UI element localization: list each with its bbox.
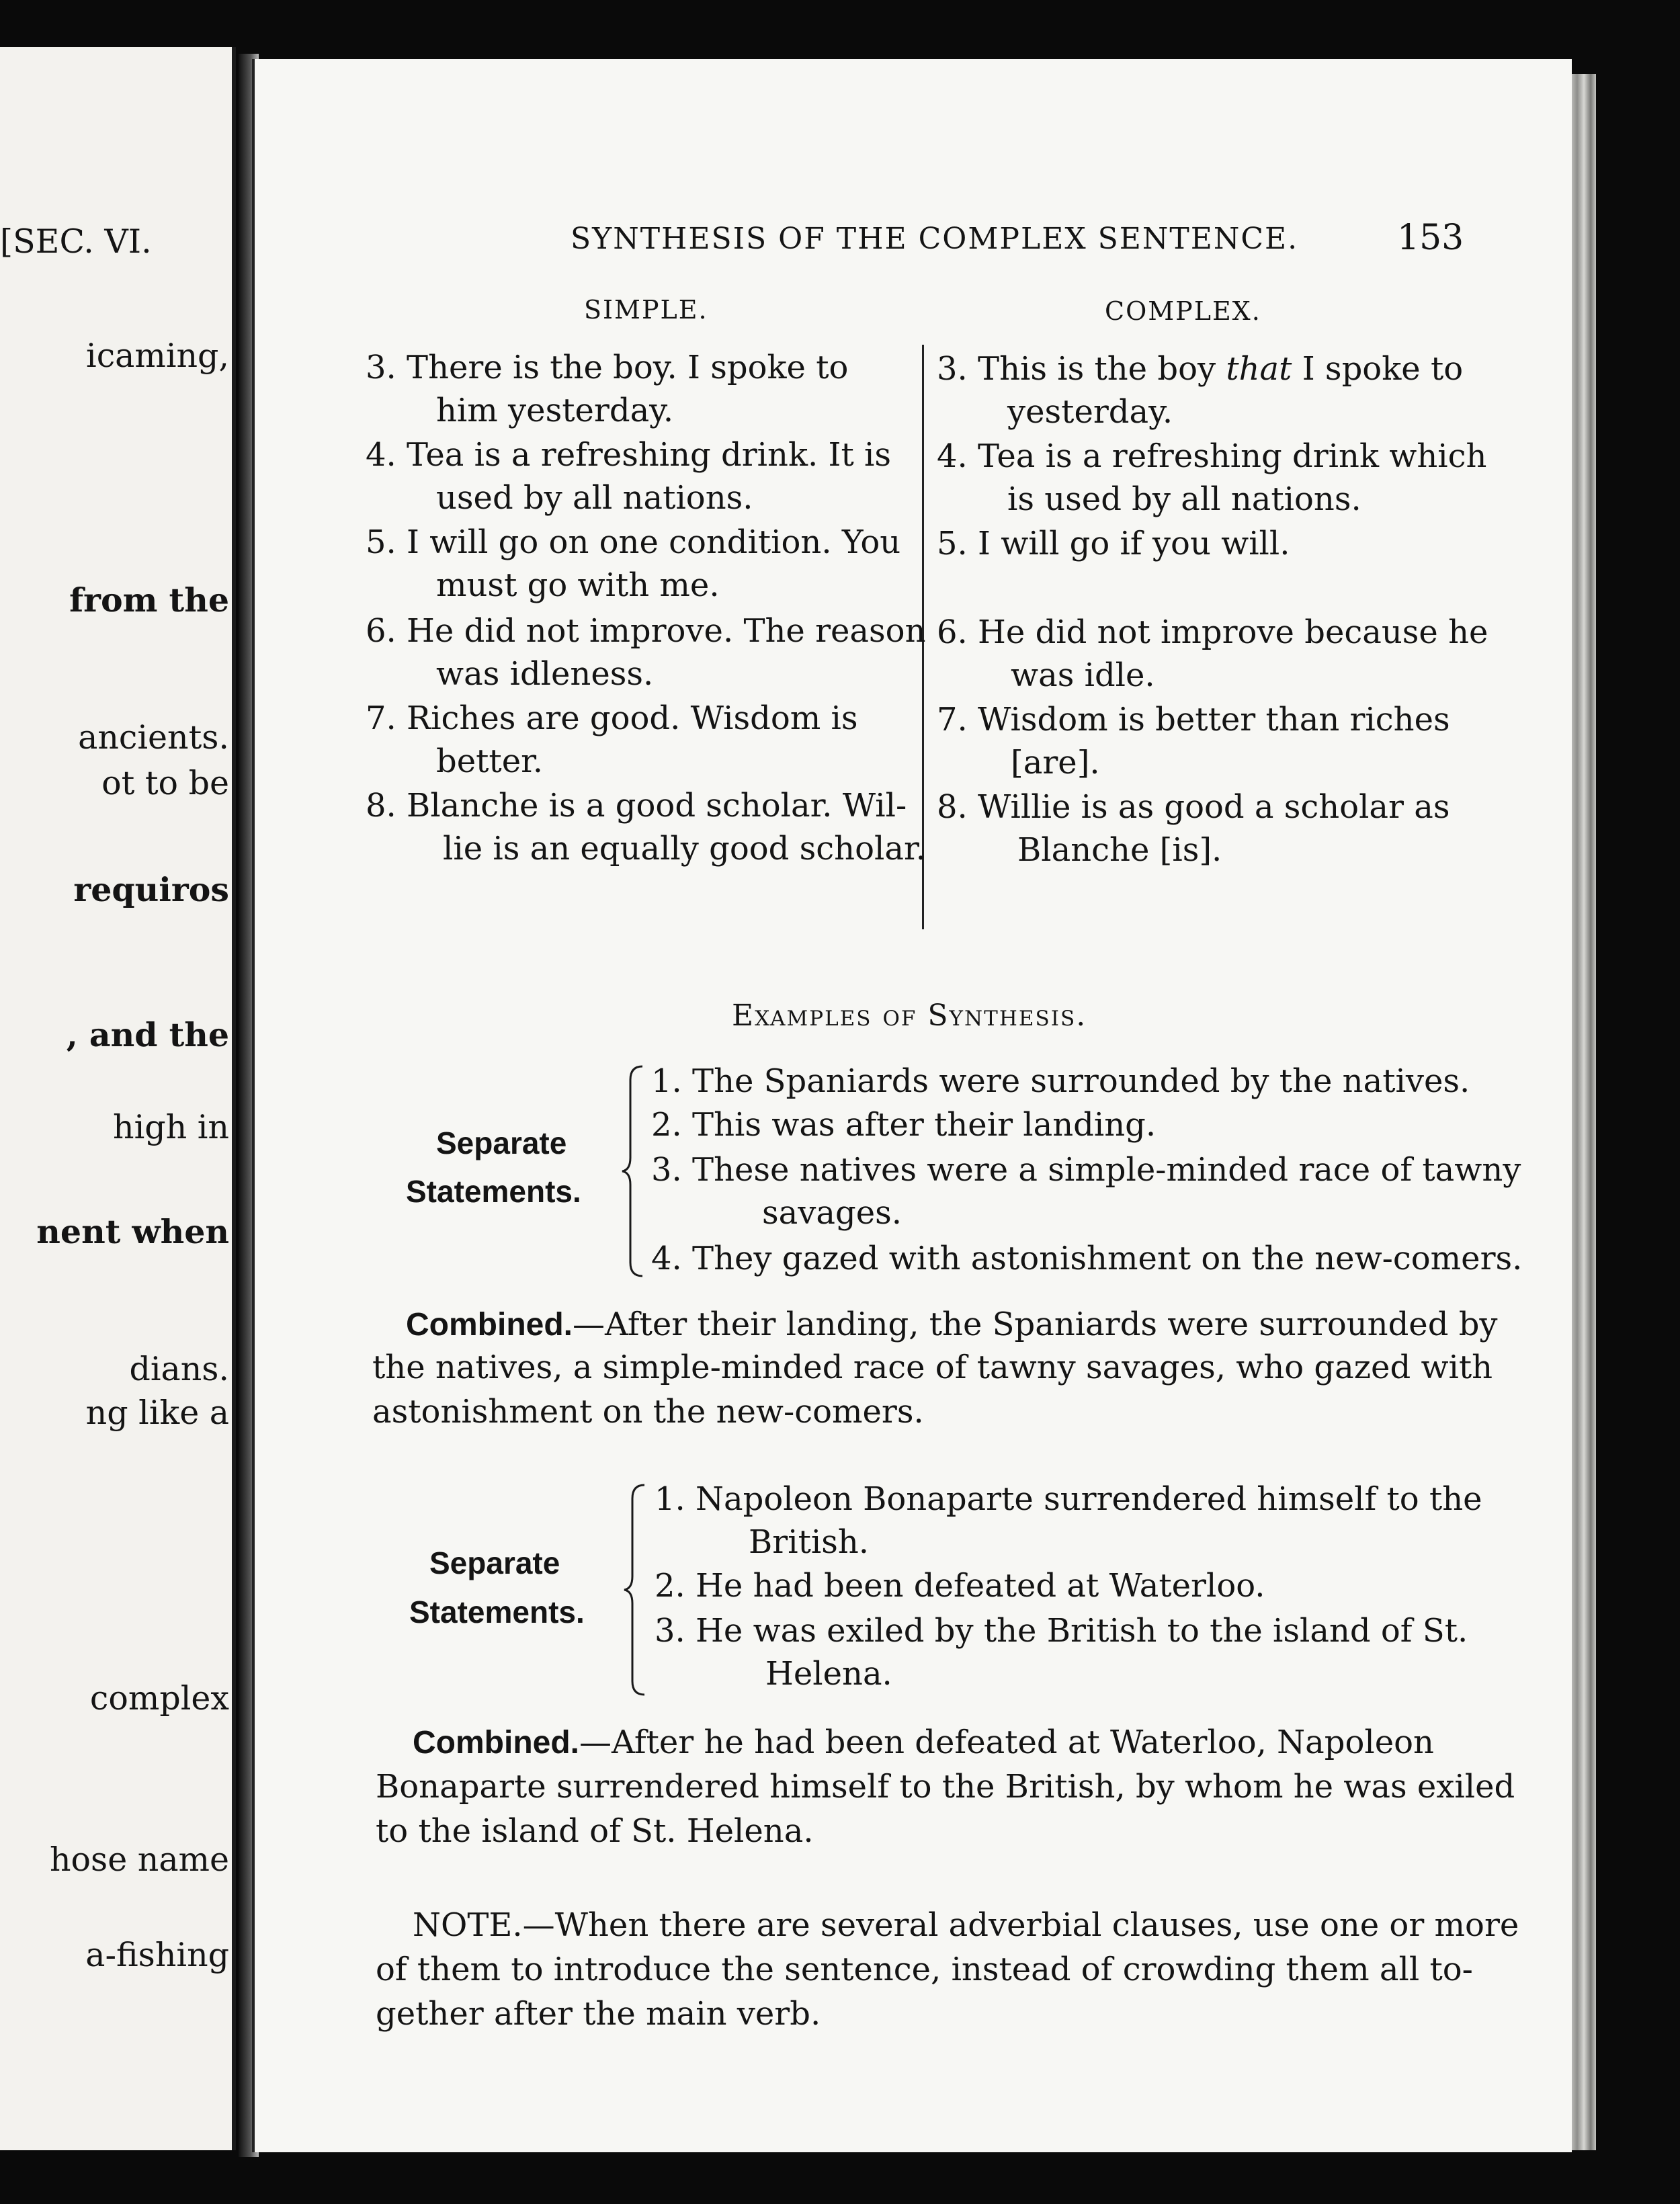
statement-line: 3. He was exiled by the British to the island of St.	[655, 1612, 1468, 1650]
complex-line: Blanche [is].	[1017, 831, 1222, 869]
separate-statements-label-2: Statements.	[409, 1595, 585, 1629]
statement-line: 2. He had been defeated at Waterloo.	[655, 1567, 1265, 1605]
left-fragment: ot to be	[101, 764, 229, 802]
complex-line: 8. Willie is as good a scholar as	[937, 788, 1450, 826]
complex-line: was idle.	[1011, 656, 1155, 694]
left-fragment: , and the	[66, 1015, 229, 1054]
statement-line: 2. This was after their landing.	[651, 1106, 1157, 1144]
statement-line: 1. Napoleon Bonaparte surrendered himself to the	[655, 1480, 1482, 1518]
emphasis-that: that	[1226, 350, 1292, 388]
left-fragment: hose name	[49, 1840, 229, 1879]
statement-line: savages.	[762, 1194, 902, 1232]
curly-brace	[621, 1064, 648, 1279]
left-fragment: dians.	[129, 1350, 229, 1388]
simple-line: 5. I will go on one condition. You	[366, 523, 901, 561]
complex-line: is used by all nations.	[1007, 480, 1361, 518]
combined-paragraph-line: Combined.—After he had been defeated at Waterloo, Napoleon	[413, 1724, 1434, 1761]
left-fragment: complex	[89, 1679, 229, 1718]
complex-line: 5. I will go if you will.	[937, 525, 1290, 562]
note-line: of them to introduce the sentence, instead of crowding them all to-	[376, 1951, 1473, 1988]
complex-line: 7. Wisdom is better than riches	[937, 701, 1450, 738]
statement-line: 3. These natives were a simple-minded race of tawny	[651, 1151, 1521, 1189]
page-number: 153	[1397, 218, 1464, 258]
simple-line: 7. Riches are good. Wisdom is	[366, 700, 858, 737]
separate-statements-label-1: Separate	[436, 1126, 567, 1160]
simple-line: him yesterday.	[436, 392, 674, 429]
left-fragment: requiros	[73, 870, 229, 909]
statement-line: 1. The Spaniards were surrounded by the natives.	[651, 1062, 1470, 1100]
simple-line: must go with me.	[436, 566, 720, 604]
curly-brace	[623, 1482, 650, 1697]
book-page	[252, 59, 1572, 2152]
simple-column-heading: SIMPLE.	[584, 295, 708, 325]
left-fragment: icaming,	[86, 337, 229, 375]
left-facing-page	[0, 47, 236, 2150]
simple-line: 4. Tea is a refreshing drink. It is	[366, 436, 892, 474]
separate-statements-label-2: Statements.	[406, 1174, 581, 1209]
combined-paragraph-line: to the island of St. Helena.	[376, 1812, 814, 1850]
complex-line: [are].	[1011, 744, 1100, 781]
combined-paragraph-line: Combined.—After their landing, the Spaniards were surrounded by	[406, 1306, 1498, 1343]
left-fragment: [SEC. VI.	[0, 222, 152, 261]
left-fragment: nent when	[36, 1212, 229, 1251]
simple-line: 3. There is the boy. I spoke to	[366, 349, 849, 386]
combined-paragraph-line: the natives, a simple-minded race of tawny savages, who gazed with	[372, 1349, 1493, 1386]
statement-line: British.	[749, 1523, 870, 1561]
running-title: SYNTHESIS OF THE COMPLEX SENTENCE.	[571, 222, 1299, 256]
note-line: NOTE.—When there are several adverbial clauses, use one or more	[413, 1906, 1519, 1944]
combined-label: Combined.	[406, 1307, 573, 1343]
left-fragment: high in	[113, 1108, 229, 1146]
combined-paragraph-line: astonishment on the new-comers.	[372, 1393, 924, 1431]
simple-line: used by all nations.	[436, 479, 753, 517]
complex-line: 6. He did not improve because he	[937, 613, 1488, 651]
left-fragment: ancients.	[78, 718, 229, 757]
simple-line: lie is an equally good scholar.	[443, 830, 926, 867]
examples-heading: Examples of Synthesis.	[732, 999, 1087, 1033]
statement-line: 4. They gazed with astonishment on the new-comers.	[651, 1240, 1523, 1277]
left-fragment: from the	[69, 581, 229, 620]
simple-line: better.	[436, 743, 544, 780]
simple-line: was idleness.	[436, 655, 654, 693]
note-line: gether after the main verb.	[376, 1995, 821, 2033]
combined-label: Combined.	[413, 1725, 579, 1761]
combined-paragraph-line: Bonaparte surrendered himself to the British, by whom he was exiled	[376, 1768, 1515, 1806]
complex-line: 4. Tea is a refreshing drink which	[937, 437, 1487, 475]
simple-line: 8. Blanche is a good scholar. Wil-	[366, 787, 907, 824]
left-fragment: a-fishing	[85, 1936, 229, 1974]
separate-statements-label-1: Separate	[429, 1545, 560, 1580]
complex-column-heading: COMPLEX.	[1105, 296, 1261, 326]
simple-line: 6. He did not improve. The reason	[366, 612, 926, 650]
statement-line: Helena.	[765, 1655, 892, 1693]
page-stack-edge	[1569, 74, 1596, 2150]
complex-line: yesterday.	[1007, 393, 1173, 431]
left-fragment: ng like a	[85, 1394, 229, 1432]
complex-line: 3. This is the boy that I spoke to	[937, 350, 1464, 388]
